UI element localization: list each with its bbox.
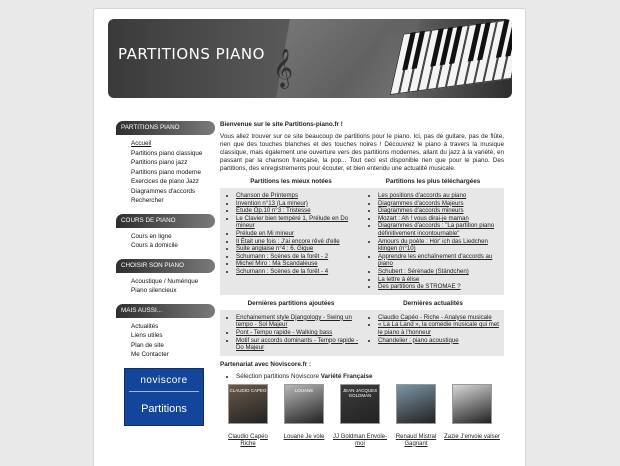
score-link[interactable]: • Invention n°13 (La mineur) xyxy=(236,200,359,208)
score-link[interactable]: • Motif sur accords dominants - Tempo rapide - Do Majeur xyxy=(236,337,359,352)
sidebar-link[interactable]: Piano silencieux xyxy=(131,287,177,294)
score-link[interactable]: • Des partitions de STROMAE ? xyxy=(378,283,501,291)
sidebar-link[interactable]: Rechercher xyxy=(131,197,164,204)
album-caption[interactable]: Renaud Mistral Gagnant xyxy=(395,433,437,447)
partner-selection xyxy=(220,373,504,380)
noviscore-logo[interactable] xyxy=(124,368,204,426)
album-caption[interactable]: Louane Je vole xyxy=(283,433,325,440)
sidebar-link[interactable]: Plan de site xyxy=(131,341,164,349)
score-link[interactable]: • Michel Miro : Ma Scandaleuse xyxy=(236,260,359,268)
most-downloaded-column xyxy=(362,177,504,295)
score-link[interactable]: • Etude Op.10 n°3 : Tristesse xyxy=(236,207,359,215)
score-link[interactable]: • La lettre à élise xyxy=(378,276,501,284)
latest-scores-list xyxy=(228,314,359,352)
scores-block-2 xyxy=(220,299,504,356)
score-link[interactable]: • Le Clavier bien tempéré 1, Prélude en Do mineur xyxy=(236,215,359,230)
site-title[interactable]: PARTITIONS PIANO xyxy=(118,45,265,63)
score-link[interactable]: • Mozart : Ah ! vous dirai-je maman xyxy=(378,215,501,223)
latest-news-column xyxy=(362,299,504,356)
sidebar-link[interactable]: Actualités xyxy=(131,322,159,330)
page-container xyxy=(93,8,526,466)
sidebar-heading: PARTITIONS PIANO xyxy=(116,121,215,135)
best-rated-list xyxy=(228,192,359,276)
album-item[interactable] xyxy=(388,384,444,448)
score-link[interactable]: • Schumann : Scènes de la forêt - 4 xyxy=(236,268,359,276)
most-downloaded-list xyxy=(370,192,501,291)
sidebar-heading: MAIS AUSSI... xyxy=(116,304,215,318)
score-link[interactable]: • Diagrammes d'accords Majeurs xyxy=(378,200,501,208)
site-banner[interactable] xyxy=(108,19,512,98)
score-link[interactable]: • Diagrammes d'accords mineurs xyxy=(378,207,501,215)
score-link[interactable]: • Diagrammes d'accords : "La partition piano définitivement incontournable" xyxy=(378,222,501,237)
best-rated-title: Partitions les mieux notées xyxy=(220,177,362,188)
scores-block-1 xyxy=(220,177,504,295)
score-link[interactable]: • Chanson de Printemps xyxy=(236,192,359,200)
sidebar-link[interactable]: Exercices de piano Jazz xyxy=(131,178,199,185)
album-cover-label: LOUANE xyxy=(294,387,314,393)
sidebar-link[interactable]: Acoustique / Numérique xyxy=(131,277,199,285)
score-link[interactable]: • Pont - Tempo rapide - Walking bass xyxy=(236,329,359,337)
latest-news-title: Dernières actualités xyxy=(362,299,504,310)
most-downloaded-title: Partitions les plus téléchargées xyxy=(362,177,504,188)
album-item[interactable] xyxy=(444,384,500,448)
score-link[interactable]: • Claudio Capéo - Riche - Analyse musicale xyxy=(378,314,501,322)
score-link[interactable]: • Schubert : Sérénade (Ständchen) xyxy=(378,268,501,276)
score-link[interactable]: • Apprendre les enchaînement d'accords au piano xyxy=(378,253,501,268)
treble-clef-icon: 𝄞 xyxy=(273,49,294,87)
score-link[interactable]: • Amours du poète : Hör' ich das Liedchen klingen (n°10) xyxy=(378,238,501,253)
latest-scores-title: Dernières partitions ajoutées xyxy=(220,299,362,310)
main-content xyxy=(220,121,504,448)
partner-heading: Partenariat avec Noviscore.fr : xyxy=(220,360,311,368)
sidebar-link[interactable]: Partitions piano classique xyxy=(131,149,203,157)
sidebar-link[interactable]: Partitions piano jazz xyxy=(131,159,188,166)
album-cover-image[interactable] xyxy=(396,384,436,424)
partner-selection-genre: Variété Française xyxy=(320,372,373,380)
logo-subtitle: Partitions xyxy=(141,402,187,415)
score-link[interactable]: • « La La Land », la comédie musicale qui met le piano à l'honneur xyxy=(378,321,501,336)
score-link[interactable]: • Il Était une fois : J'ai encore rêvé d'elle xyxy=(236,238,359,246)
sidebar-link[interactable]: Accueil xyxy=(131,140,152,147)
album-cover-image[interactable] xyxy=(228,384,268,424)
album-row xyxy=(220,384,504,448)
sidebar-heading: COURS DE PIANO xyxy=(116,214,215,228)
album-cover-image[interactable] xyxy=(284,384,324,424)
album-item[interactable] xyxy=(220,384,276,448)
sidebar-link[interactable]: Me Contacter xyxy=(131,351,169,358)
score-link[interactable]: • Suite anglaise n°4 : 6. Gigue xyxy=(236,245,359,253)
album-caption[interactable]: JJ Goldman Envole-moi xyxy=(332,433,388,447)
sidebar-menu xyxy=(116,318,215,368)
logo-divider xyxy=(129,391,199,392)
sidebar-heading: CHOISIR SON PIANO xyxy=(116,259,215,273)
album-cover-label: JEAN-JACQUES GOLDMAN xyxy=(342,387,378,398)
album-item[interactable] xyxy=(276,384,332,448)
sidebar-link[interactable]: Partitions piano moderne xyxy=(131,168,202,176)
sidebar-link[interactable]: Cours en ligne xyxy=(131,232,172,240)
album-cover-label: CLAUDIO CAPEO xyxy=(229,387,267,393)
best-rated-column xyxy=(220,177,362,295)
sidebar-menu xyxy=(116,273,215,304)
score-link[interactable]: • Prélude en Mi mineur xyxy=(236,230,359,238)
album-item[interactable] xyxy=(332,384,388,448)
sidebar-menu xyxy=(116,135,215,214)
sidebar-menu xyxy=(116,228,215,259)
sidebar-link[interactable]: Diagrammes d'accords xyxy=(131,187,196,195)
score-link[interactable]: • Les positions d'accords au piano xyxy=(378,192,501,200)
latest-scores-column xyxy=(220,299,362,356)
intro-text: Vous allez trouver sur ce site beaucoup de partitions pour le piano. Ici, pas de guitare, pas de flûte, rien que des touches blanches et des touches noires ! Découvrez le piano à travers la musique classique, mais également une ouverture vers des partitions modernes, allant du jazz à la variété, en passant par la chanson française, la pop... Tout ceci est disponible rien que pour le piano. Des partitions, des enregistrements pour écouter, et bien entendu une actualité musicale. xyxy=(220,133,504,172)
score-link[interactable]: • Schumann : Scènes de la forêt - 2 xyxy=(236,253,359,261)
sidebar xyxy=(116,121,215,426)
welcome-heading: Bienvenue sur le site Partitions-piano.fr ! xyxy=(220,121,343,128)
album-cover-image[interactable] xyxy=(340,384,380,424)
sidebar-link[interactable]: Liens utiles xyxy=(131,332,163,339)
partner-selection-text: Sélection partitions Noviscore xyxy=(236,372,319,380)
logo-brand: noviscore xyxy=(140,374,188,386)
sidebar-link[interactable]: Cours à domicile xyxy=(131,242,178,249)
album-caption[interactable]: Claudio Capéo Riche xyxy=(228,433,268,447)
score-link[interactable]: • Enchainement style Djangology - Swing un tempo - Sol Majeur xyxy=(236,314,359,329)
album-cover-image[interactable] xyxy=(452,384,492,424)
album-caption[interactable]: Zazie J'envoie valser xyxy=(444,433,500,440)
score-link[interactable]: • Chandelier : piano acoustique xyxy=(378,337,501,345)
latest-news-list xyxy=(370,314,501,344)
